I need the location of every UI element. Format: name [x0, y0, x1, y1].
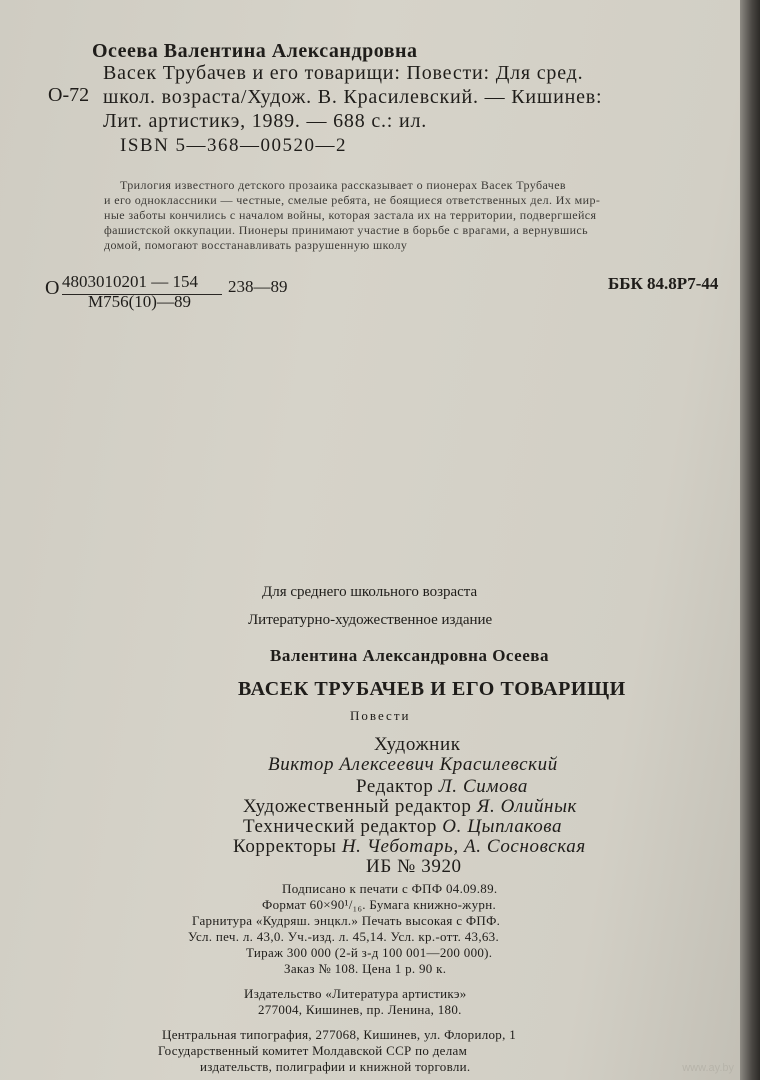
- biblio-line: Лит. артистикэ, 1989. — 688 с.: ил.: [103, 110, 428, 132]
- ib-number: ИБ № 3920: [366, 856, 462, 877]
- artist-role: Художник: [374, 734, 461, 755]
- isbn: ISBN 5—368—00520—2: [120, 135, 348, 156]
- printer-line: издательств, полиграфии и книжной торговли.: [200, 1059, 471, 1074]
- tech-line: Усл. печ. л. 43,0. Уч.-изд. л. 45,14. Усл. кр.-отт. 43,63.: [188, 929, 500, 944]
- tech-line: Гарнитура «Кудряш. энцкл.» Печать высокая с ФПФ.: [192, 913, 501, 928]
- tech-line: Подписано к печати с ФПФ 04.09.89.: [282, 881, 498, 896]
- bbk-code: ББК 84.8Р7-44: [608, 274, 719, 293]
- abstract-line: и его одноклассники — честные, смелые ребята, не боящиеся ответственных дел. Их мир-: [104, 193, 601, 207]
- index-denominator: М756(10)—89: [88, 292, 191, 311]
- index-numerator: 4803010201 — 154: [62, 272, 198, 291]
- edition-type: Литературно-художественное издание: [248, 612, 493, 628]
- abstract-line: фашистской оккупации. Пионеры принимают участие в борьбе с врагами, а вернувшись: [104, 223, 589, 237]
- art-editor-credit: Художественный редактор Я. Олийнык: [243, 796, 578, 817]
- tech-line: Тираж 300 000 (2-й з-д 100 001—200 000).: [246, 945, 493, 960]
- publisher-line: Издательство «Литература артистикэ»: [244, 986, 467, 1001]
- book-spine-shadow: [740, 0, 760, 1080]
- call-number: О-72: [48, 84, 90, 106]
- abstract-line: домой, помогают восстанавливать разрушенную школу: [104, 238, 408, 252]
- biblio-line: Васек Трубачев и его товарищи: Повести: Для сред.: [103, 62, 584, 84]
- abstract-line: Трилогия известного детского прозаика рассказывает о пионерах Васек Трубачев: [120, 178, 566, 192]
- tech-line: Заказ № 108. Цена 1 р. 90 к.: [284, 961, 447, 976]
- abstract-line: ные заботы кончились с началом войны, которая застала их на территории, подвергшейся: [104, 208, 597, 222]
- printer-line: Центральная типография, 277068, Кишинев, ул. Флорилор, 1: [162, 1027, 516, 1042]
- watermark: www.ay.by: [682, 1062, 734, 1074]
- proofreaders-credit: Корректоры Н. Чеботарь, А. Сосновская: [233, 836, 586, 857]
- card-author: Осеева Валентина Александровна: [92, 40, 418, 62]
- tech-line: Формат 60×90¹/₁₆. Бумага книжно-журн.: [262, 897, 496, 912]
- editor-credit: Редактор Л. Симова: [356, 776, 528, 797]
- tech-editor-credit: Технический редактор О. Цыплакова: [243, 816, 563, 837]
- printer-line: Государственный комитет Молдавской ССР по делам: [158, 1043, 468, 1058]
- imprint-author: Валентина Александровна Осеева: [270, 646, 549, 665]
- biblio-line: школ. возраста/Худож. В. Красилевский. — Кишинев:: [103, 86, 603, 108]
- genre-label: Повести: [350, 708, 411, 723]
- index-letter: О: [45, 277, 60, 299]
- artist-name: Виктор Алексеевич Красилевский: [268, 754, 558, 775]
- audience-note: Для среднего школьного возраста: [262, 584, 478, 600]
- book-title: ВАСЕК ТРУБАЧЕВ И ЕГО ТОВАРИЩИ: [238, 678, 626, 700]
- index-number: 238—89: [228, 277, 288, 296]
- publisher-line: 277004, Кишинев, пр. Ленина, 180.: [258, 1002, 462, 1017]
